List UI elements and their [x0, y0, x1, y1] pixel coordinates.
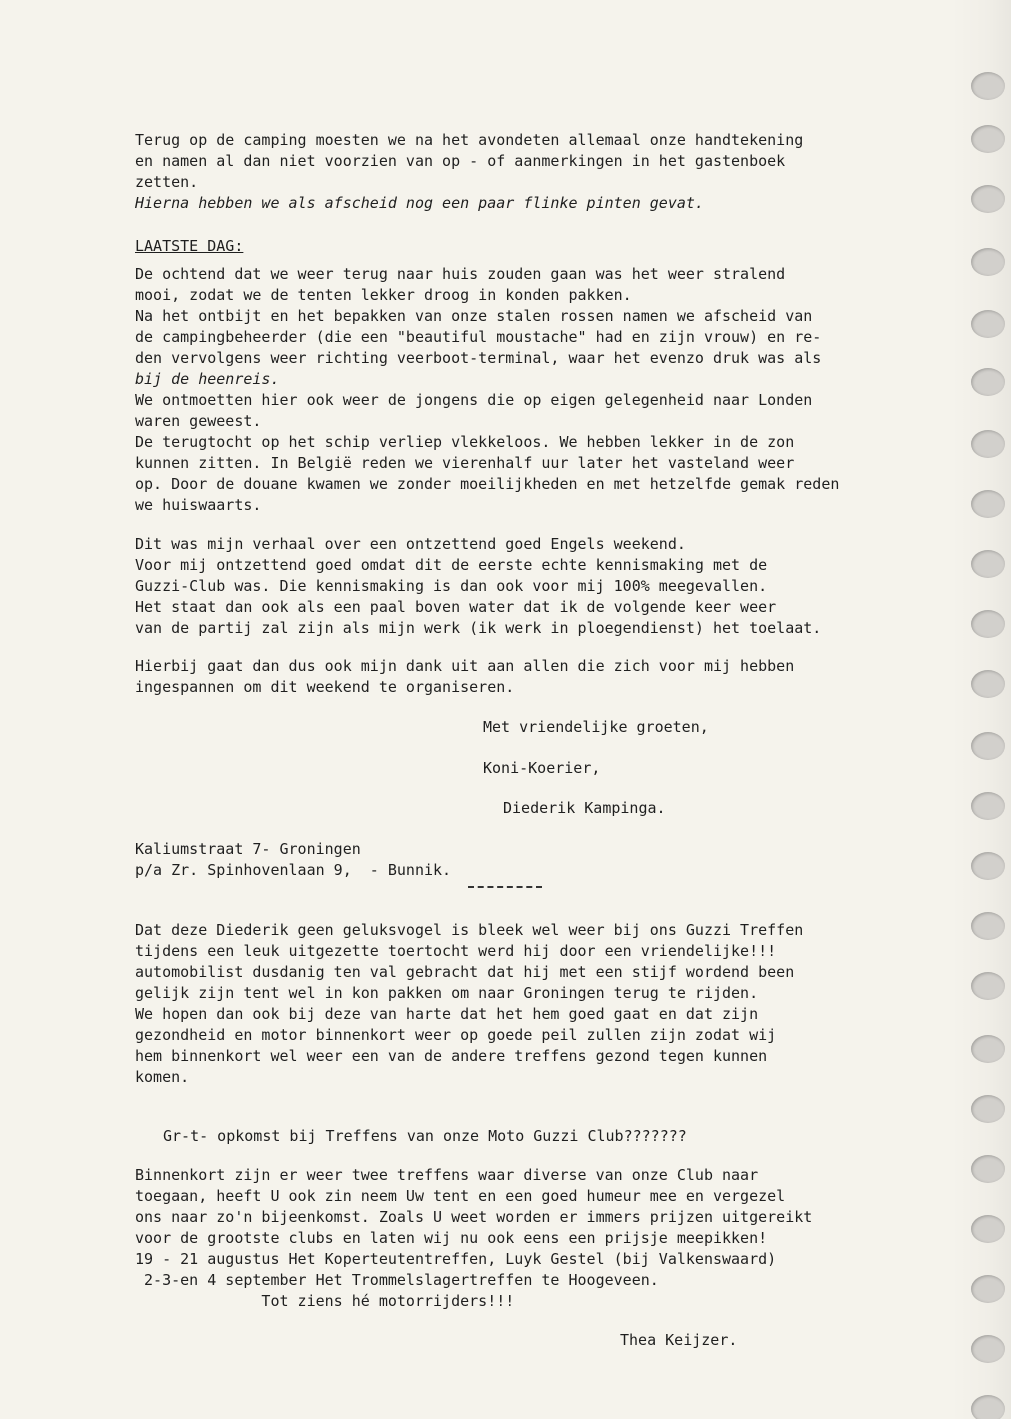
text-line: ons naar zo'n bijeenkomst. Zoals U weet worden er immers prijzen uitgereikt [135, 1208, 813, 1226]
text-line: Guzzi-Club was. Die kennismaking is dan ook voor mij 100% meegevallen. [135, 577, 768, 595]
text-line: Dat deze Diederik geen geluksvogel is bleek wel weer bij ons Guzzi Treffen [135, 921, 804, 939]
text-line: tijdens een leuk uitgezette toertocht werd hij door een vriendelijke!!! [135, 942, 777, 960]
text-line: voor de grootste clubs en laten wij nu ook eens een prijsje meepikken! [135, 1229, 768, 1247]
text-line: en namen al dan niet voorzien van op - of aanmerkingen in het gastenboek [135, 152, 786, 170]
binder-hole [971, 1335, 1005, 1363]
text-line: hem binnenkort wel weer een van de andere treffens gezond tegen kunnen [135, 1047, 768, 1065]
binder-hole [971, 1155, 1005, 1183]
text-line: Dit was mijn verhaal over een ontzettend goed Engels weekend. [135, 535, 686, 553]
text-line: We ontmoetten hier ook weer de jongens die op eigen gelegenheid naar Londen [135, 391, 813, 409]
text-line: Voor mij ontzettend goed omdat dit de eerste echte kennismaking met de [135, 556, 768, 574]
binder-hole [971, 185, 1005, 213]
text-line: De terugtocht op het schip verliep vlekkeloos. We hebben lekker in de zon [135, 433, 795, 451]
text-line: gezondheid en motor binnenkort weer op goede peil zullen zijn zodat wij [135, 1026, 777, 1044]
text-line: we huiswaarts. [135, 496, 262, 514]
text-line: bij de heenreis. [135, 370, 280, 388]
binder-hole [971, 430, 1005, 458]
binder-hole [971, 852, 1005, 880]
binder-hole [971, 310, 1005, 338]
binder-hole [971, 1275, 1005, 1303]
closing-alias: Koni-Koerier, [483, 759, 601, 777]
binder-hole [971, 490, 1005, 518]
binder-hole [971, 792, 1005, 820]
subheading: Gr-t- opkomst bij Treffens van onze Moto Guzzi Club??????? [163, 1127, 687, 1145]
closing-name: Diederik Kampinga. [503, 799, 666, 817]
text-line: Het staat dan ook als een paal boven water dat ik de volgende keer weer [135, 598, 777, 616]
binder-hole [971, 550, 1005, 578]
text-line: kunnen zitten. In België reden we vierenhalf uur later het vasteland weer [135, 454, 795, 472]
binder-hole [971, 1395, 1005, 1419]
binder-hole [971, 972, 1005, 1000]
text-line: De ochtend dat we weer terug naar huis zouden gaan was het weer stralend [135, 265, 786, 283]
binder-hole [971, 125, 1005, 153]
section-heading: LAATSTE DAG: [135, 237, 244, 255]
text-line: de campingbeheerder (die een "beautiful moustache" had en zijn vrouw) en re- [135, 328, 822, 346]
text-line: We hopen dan ook bij deze van harte dat het hem goed gaat en dat zijn [135, 1005, 759, 1023]
binder-hole [971, 1095, 1005, 1123]
text-line: ingespannen om dit weekend te organiseren. [135, 678, 515, 696]
binder-hole [971, 72, 1005, 100]
signature: Thea Keijzer. [620, 1331, 738, 1349]
divider-line [468, 886, 542, 888]
text-line: Hierna hebben we als afscheid nog een paar flinke pinten gevat. [135, 194, 704, 212]
text-line: toegaan, heeft U ook zin neem Uw tent en een goed humeur mee en vergezel [135, 1187, 786, 1205]
text-line: Binnenkort zijn er weer twee treffens waar diverse van onze Club naar [135, 1166, 759, 1184]
binder-edge [951, 0, 1011, 1419]
binder-hole [971, 912, 1005, 940]
text-line: automobilist dusdanig ten val gebracht dat hij met een stijf wordend been [135, 963, 795, 981]
text-line: mooi, zodat we de tenten lekker droog in konden pakken. [135, 286, 632, 304]
text-line: op. Door de douane kwamen we zonder moeilijkheden en met hetzelfde gemak reden [135, 475, 840, 493]
binder-hole [971, 368, 1005, 396]
text-line: 2-3-en 4 september Het Trommelslagertreffen te Hoogeveen. [135, 1271, 659, 1289]
text-line: Na het ontbijt en het bepakken van onze stalen rossen namen we afscheid van [135, 307, 813, 325]
binder-hole [971, 1035, 1005, 1063]
text-line: Hierbij gaat dan dus ook mijn dank uit aan allen die zich voor mij hebben [135, 657, 795, 675]
text-line: den vervolgens weer richting veerboot-terminal, waar het evenzo druk was als [135, 349, 822, 367]
binder-hole [971, 1215, 1005, 1243]
text-line: Tot ziens hé motorrijders!!! [135, 1292, 515, 1310]
text-line: van de partij zal zijn als mijn werk (ik werk in ploegendienst) het toelaat. [135, 619, 822, 637]
text-line: waren geweest. [135, 412, 262, 430]
address-line: p/a Zr. Spinhovenlaan 9, - Bunnik. [135, 861, 452, 879]
binder-hole [971, 248, 1005, 276]
binder-hole [971, 670, 1005, 698]
binder-hole [971, 732, 1005, 760]
text-line: komen. [135, 1068, 190, 1086]
text-line: Terug op de camping moesten we na het avondeten allemaal onze handtekening [135, 131, 804, 149]
text-line: zetten. [135, 173, 199, 191]
address-line: Kaliumstraat 7- Groningen [135, 840, 361, 858]
binder-hole [971, 610, 1005, 638]
text-line: 19 - 21 augustus Het Koperteutentreffen, Luyk Gestel (bij Valkenswaard) [135, 1250, 777, 1268]
text-line: gelijk zijn tent wel in kon pakken om naar Groningen terug te rijden. [135, 984, 759, 1002]
closing-greeting: Met vriendelijke groeten, [483, 718, 709, 736]
